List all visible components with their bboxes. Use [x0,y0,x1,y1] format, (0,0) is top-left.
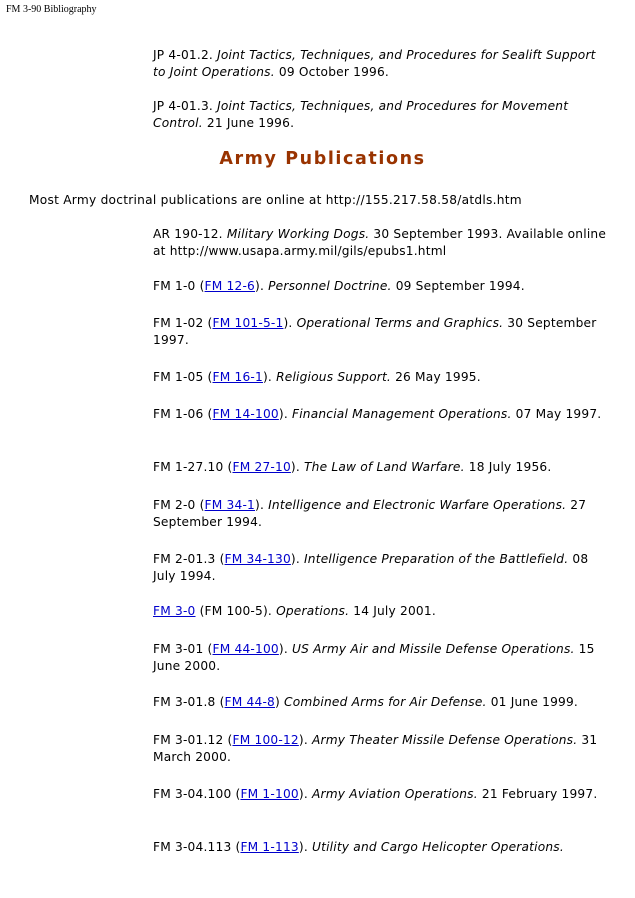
old-fm-link[interactable]: FM 44-100 [212,642,279,656]
old-fm-link[interactable]: FM 16-1 [212,370,263,384]
bib-entry-fm: FM 2-01.3 (FM 34-130). Intelligence Preparation of the Battlefield. 08 July 1994. [153,552,589,583]
entry-date: 18 July 1956. [468,460,552,474]
bib-entry-fm: FM 3-01 (FM 44-100). US Army Air and Missile Defense Operations. 15 June 2000. [153,642,595,673]
entry-date: 27 September 1994. [153,498,587,529]
old-fm-link[interactable]: FM 44-8 [224,695,275,709]
entry-date: 21 February 1997. [481,787,598,801]
bib-entry-fm: FM 1-0 (FM 12-6). Personnel Doctrine. 09 September 1994. [153,279,525,293]
page-header: FM 3-90 Bibliography [6,4,97,15]
entry-title: Army Aviation Operations. [311,787,478,801]
bib-entry-fm: FM 3-01.8 (FM 44-8) Combined Arms for Air Defense. 01 June 1999. [153,695,579,709]
bib-entry-fm: FM 1-06 (FM 14-100). Financial Management Operations. 07 May 1997. [153,407,602,421]
entry-title: Operations. [276,604,350,618]
bib-entry-fm: FM 1-02 (FM 101-5-1). Operational Terms and Graphics. 30 September 1997. [153,316,597,347]
old-fm-link[interactable]: FM 12-6 [204,279,256,293]
old-fm-link[interactable]: FM 1-100 [240,787,299,801]
bib-entry-jp-4-01-2 [153,47,608,81]
entry-id: FM 3-04.113 [153,840,232,854]
entry-title: Military Working Dogs. [226,227,370,241]
entry-id: FM 1-27.10 [153,460,224,474]
old-fm-link[interactable]: FM 34-130 [224,552,291,566]
entry-id: FM 3-01 [153,642,204,656]
bib-entry-fm: FM 3-0 (FM 100-5). Operations. 14 July 2001. [153,604,436,618]
bib-entry-fm: FM 3-04.113 (FM 1-113). Utility and Cargo Helicopter Operations. [153,840,564,854]
entry-id: FM 3-01.12 [153,733,224,747]
entry-note: Available online at http://www.usapa.army.mil/gils/epubs1.html [153,227,607,258]
section-title: Army Publications [219,149,426,169]
old-fm-link[interactable]: FM 1-113 [240,840,299,854]
entry-id: FM 1-0 [153,279,196,293]
entry-date: 26 May 1995. [395,370,481,384]
entry-title: Joint Tactics, Techniques, and Procedures for Movement Control. [153,99,569,130]
old-fm-link[interactable]: FM 100-12 [232,733,299,747]
entry-date: 08 July 1994. [153,552,589,583]
old-fm-link[interactable]: FM 27-10 [232,460,291,474]
entry-id: FM 3-01.8 [153,695,216,709]
bib-entry-fm: FM 1-27.10 (FM 27-10). The Law of Land Warfare. 18 July 1956. [153,460,552,474]
entry-id: FM 2-01.3 [153,552,216,566]
entry-id: FM 2-0 [153,498,196,512]
entry-id: FM 3-04.100 [153,787,232,801]
entry-date: 01 June 1999. [490,695,579,709]
entry-date: 09 October 1996. [278,65,390,79]
entry-date: 15 June 2000. [153,642,595,673]
entry-title: Personnel Doctrine. [268,279,392,293]
bib-entry-fm: FM 1-05 (FM 16-1). Religious Support. 26 May 1995. [153,370,481,384]
entry-title: Financial Management Operations. [291,407,512,421]
old-fm-link[interactable]: FM 34-1 [204,498,256,512]
section-intro: Most Army doctrinal publications are online at http://155.217.58.58/atdls.htm [29,193,522,207]
bib-entry-jp-4-01-3 [153,98,608,132]
entry-title: Religious Support. [276,370,391,384]
old-fm-link[interactable]: FM 101-5-1 [212,316,284,330]
bib-entry-fm: FM 3-04.100 (FM 1-100). Army Aviation Operations. 21 February 1997. [153,787,598,801]
entry-title: The Law of Land Warfare. [304,460,465,474]
bib-entry-fm: FM 2-0 (FM 34-1). Intelligence and Electronic Warfare Operations. 27 September 1994. [153,498,587,529]
fm-link[interactable]: FM 3-0 [153,604,196,618]
entry-date: 09 September 1994. [395,279,525,293]
entry-date: 31 March 2000. [153,733,598,764]
entry-date: 07 May 1997. [515,407,602,421]
entry-title: Operational Terms and Graphics. [296,316,504,330]
entry-date: 14 July 2001. [353,604,436,618]
entry-date: 30 September 1997. [153,316,597,347]
old-fm-link[interactable]: FM 14-100 [212,407,279,421]
entry-id: FM 1-06 [153,407,204,421]
entry-id: FM 1-05 [153,370,204,384]
entry-title: US Army Air and Missile Defense Operations. [291,642,575,656]
entry-title: Joint Tactics, Techniques, and Procedures for Sealift Support to Joint Operations. [153,48,596,79]
entry-id: JP 4-01.2. [153,48,213,62]
entry-title: Utility and Cargo Helicopter Operations. [311,840,564,854]
entry-date: 30 September 1993. [373,227,503,241]
entry-title: Intelligence and Electronic Warfare Operations. [268,498,567,512]
entry-title: Combined Arms for Air Defense. [284,695,487,709]
old-fm-ref: FM 100-5 [204,604,263,618]
entry-title: Intelligence Preparation of the Battlefield. [304,552,569,566]
entry-id: FM 1-02 [153,316,204,330]
bib-entry-fm: FM 3-01.12 (FM 100-12). Army Theater Missile Defense Operations. 31 March 2000. [153,733,598,764]
bib-entry-ar-190-12 [153,226,608,260]
entry-date: 21 June 1996. [206,116,295,130]
entry-id: AR 190-12. [153,227,223,241]
entry-id: JP 4-01.3. [153,99,213,113]
entry-title: Army Theater Missile Defense Operations. [311,733,578,747]
